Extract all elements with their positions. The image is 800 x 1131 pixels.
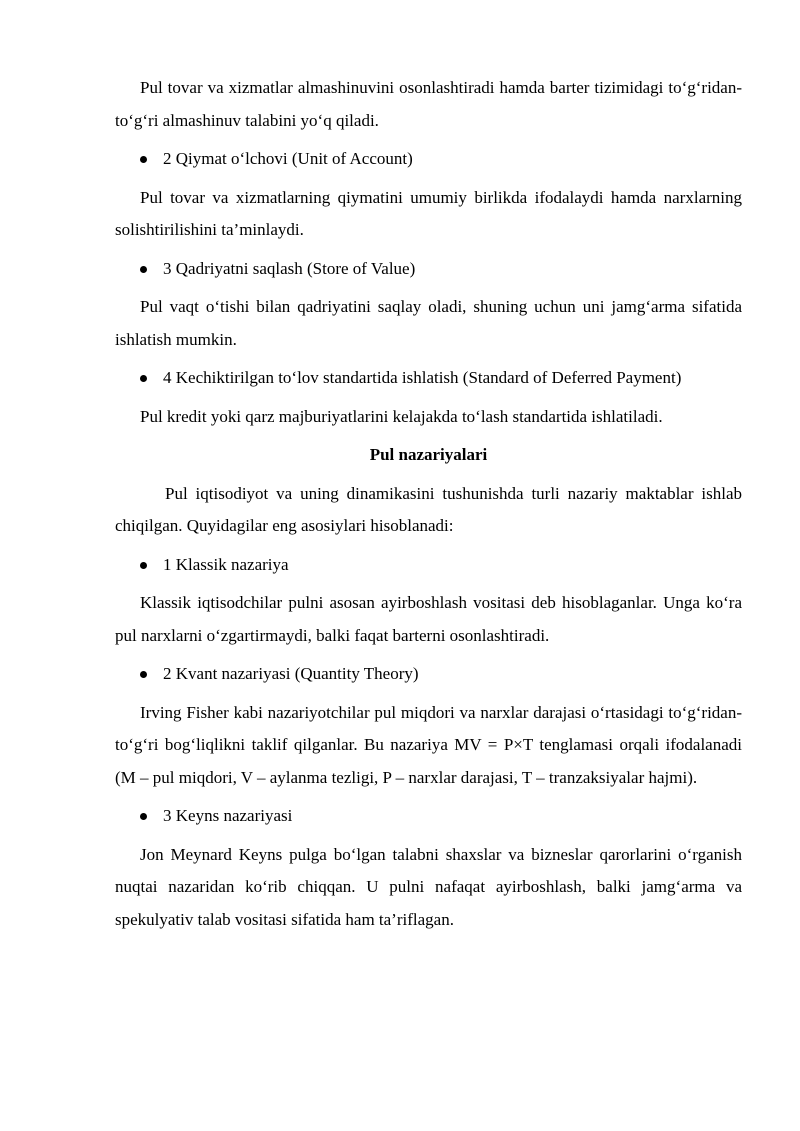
bullet-classical-theory <box>115 549 742 582</box>
bullet-quantity-theory <box>115 658 742 691</box>
bullet-store-of-value <box>115 253 742 286</box>
bullet-dot-icon <box>140 375 147 382</box>
document-page <box>115 72 742 936</box>
bullet-dot-icon <box>140 671 147 678</box>
paragraph-theories-intro: Pul iqtisodiyot va uning dinamikasini tushunishda turli nazariy maktablar ishlab chiqilgan. Quyidagilar eng asosiylari hisoblanadi: <box>115 483 742 535</box>
paragraph-unit-of-account: Pul tovar va xizmatlarning qiymatini umumiy birlikda ifodalaydi hamda narxlarning solishtirilishini ta’minlaydi. <box>115 187 742 239</box>
bullet-label: 2 Kvant nazariyasi (Quantity Theory) <box>163 664 419 683</box>
bullet-label: 2 Qiymat o‘lchovi (Unit of Account) <box>163 149 413 168</box>
paragraph-keynes-theory: Jon Meynard Keyns pulga bo‘lgan talabni shaxslar va bizneslar qarorlarini o‘rganish nuqtai nazaridan ko‘rib chiqqan. U pulni nafaqat ayirboshlash, balki jamg‘arma va spekulyativ talab vositasi sifatida ham ta’riflagan. <box>115 844 742 929</box>
bullet-dot-icon <box>140 562 147 569</box>
bullet-label: 3 Keyns nazariyasi <box>163 806 293 825</box>
bullet-label: 1 Klassik nazariya <box>163 554 289 574</box>
section-heading: Pul nazariyalari <box>369 445 488 464</box>
bullet-dot-icon <box>140 156 147 163</box>
bullet-label: 4 Kechiktirilgan to‘lov standartida ishlatish (Standard of Deferred Payment) <box>163 368 682 387</box>
paragraph-classical-theory: Klassik iqtisodchilar pulni asosan ayirboshlash vositasi deb hisoblaganlar. Unga ko‘ra pul narxlarni o‘zgartirmaydi, balki faqat barterni osonlashtiradi. <box>115 593 742 645</box>
bullet-keynes-theory <box>115 800 742 833</box>
paragraph-deferred-payment: Pul kredit yoki qarz majburiyatlarini kelajakda to‘lash standartida ishlatiladi. <box>140 406 663 426</box>
bullet-dot-icon <box>140 813 147 820</box>
bullet-deferred-payment <box>115 362 742 395</box>
paragraph-quantity-theory: Irving Fisher kabi nazariyotchilar pul miqdori va narxlar darajasi o‘rtasidagi to‘g‘ridan-to‘g‘ri bog‘liqlikni taklif qilganlar. Bu nazariya MV = P×T tenglamasi orqali ifodalanadi (M – pul miqdori, V – aylanma tezligi, P – narxlar darajasi, T – tranzaksiyalar hajmi). <box>115 702 742 787</box>
paragraph-medium-of-exchange: Pul tovar va xizmatlar almashinuvini osonlashtiradi hamda barter tizimidagi to‘g‘ridan-to‘g‘ri almashinuv talabini yo‘q qiladi. <box>115 78 742 130</box>
bullet-dot-icon <box>140 266 147 273</box>
bullet-unit-of-account <box>115 143 742 176</box>
paragraph-store-of-value: Pul vaqt o‘tishi bilan qadriyatini saqlay oladi, shuning uchun uni jamg‘arma sifatida ishlatish mumkin. <box>115 297 742 349</box>
bullet-label: 3 Qadriyatni saqlash (Store of Value) <box>163 258 416 278</box>
